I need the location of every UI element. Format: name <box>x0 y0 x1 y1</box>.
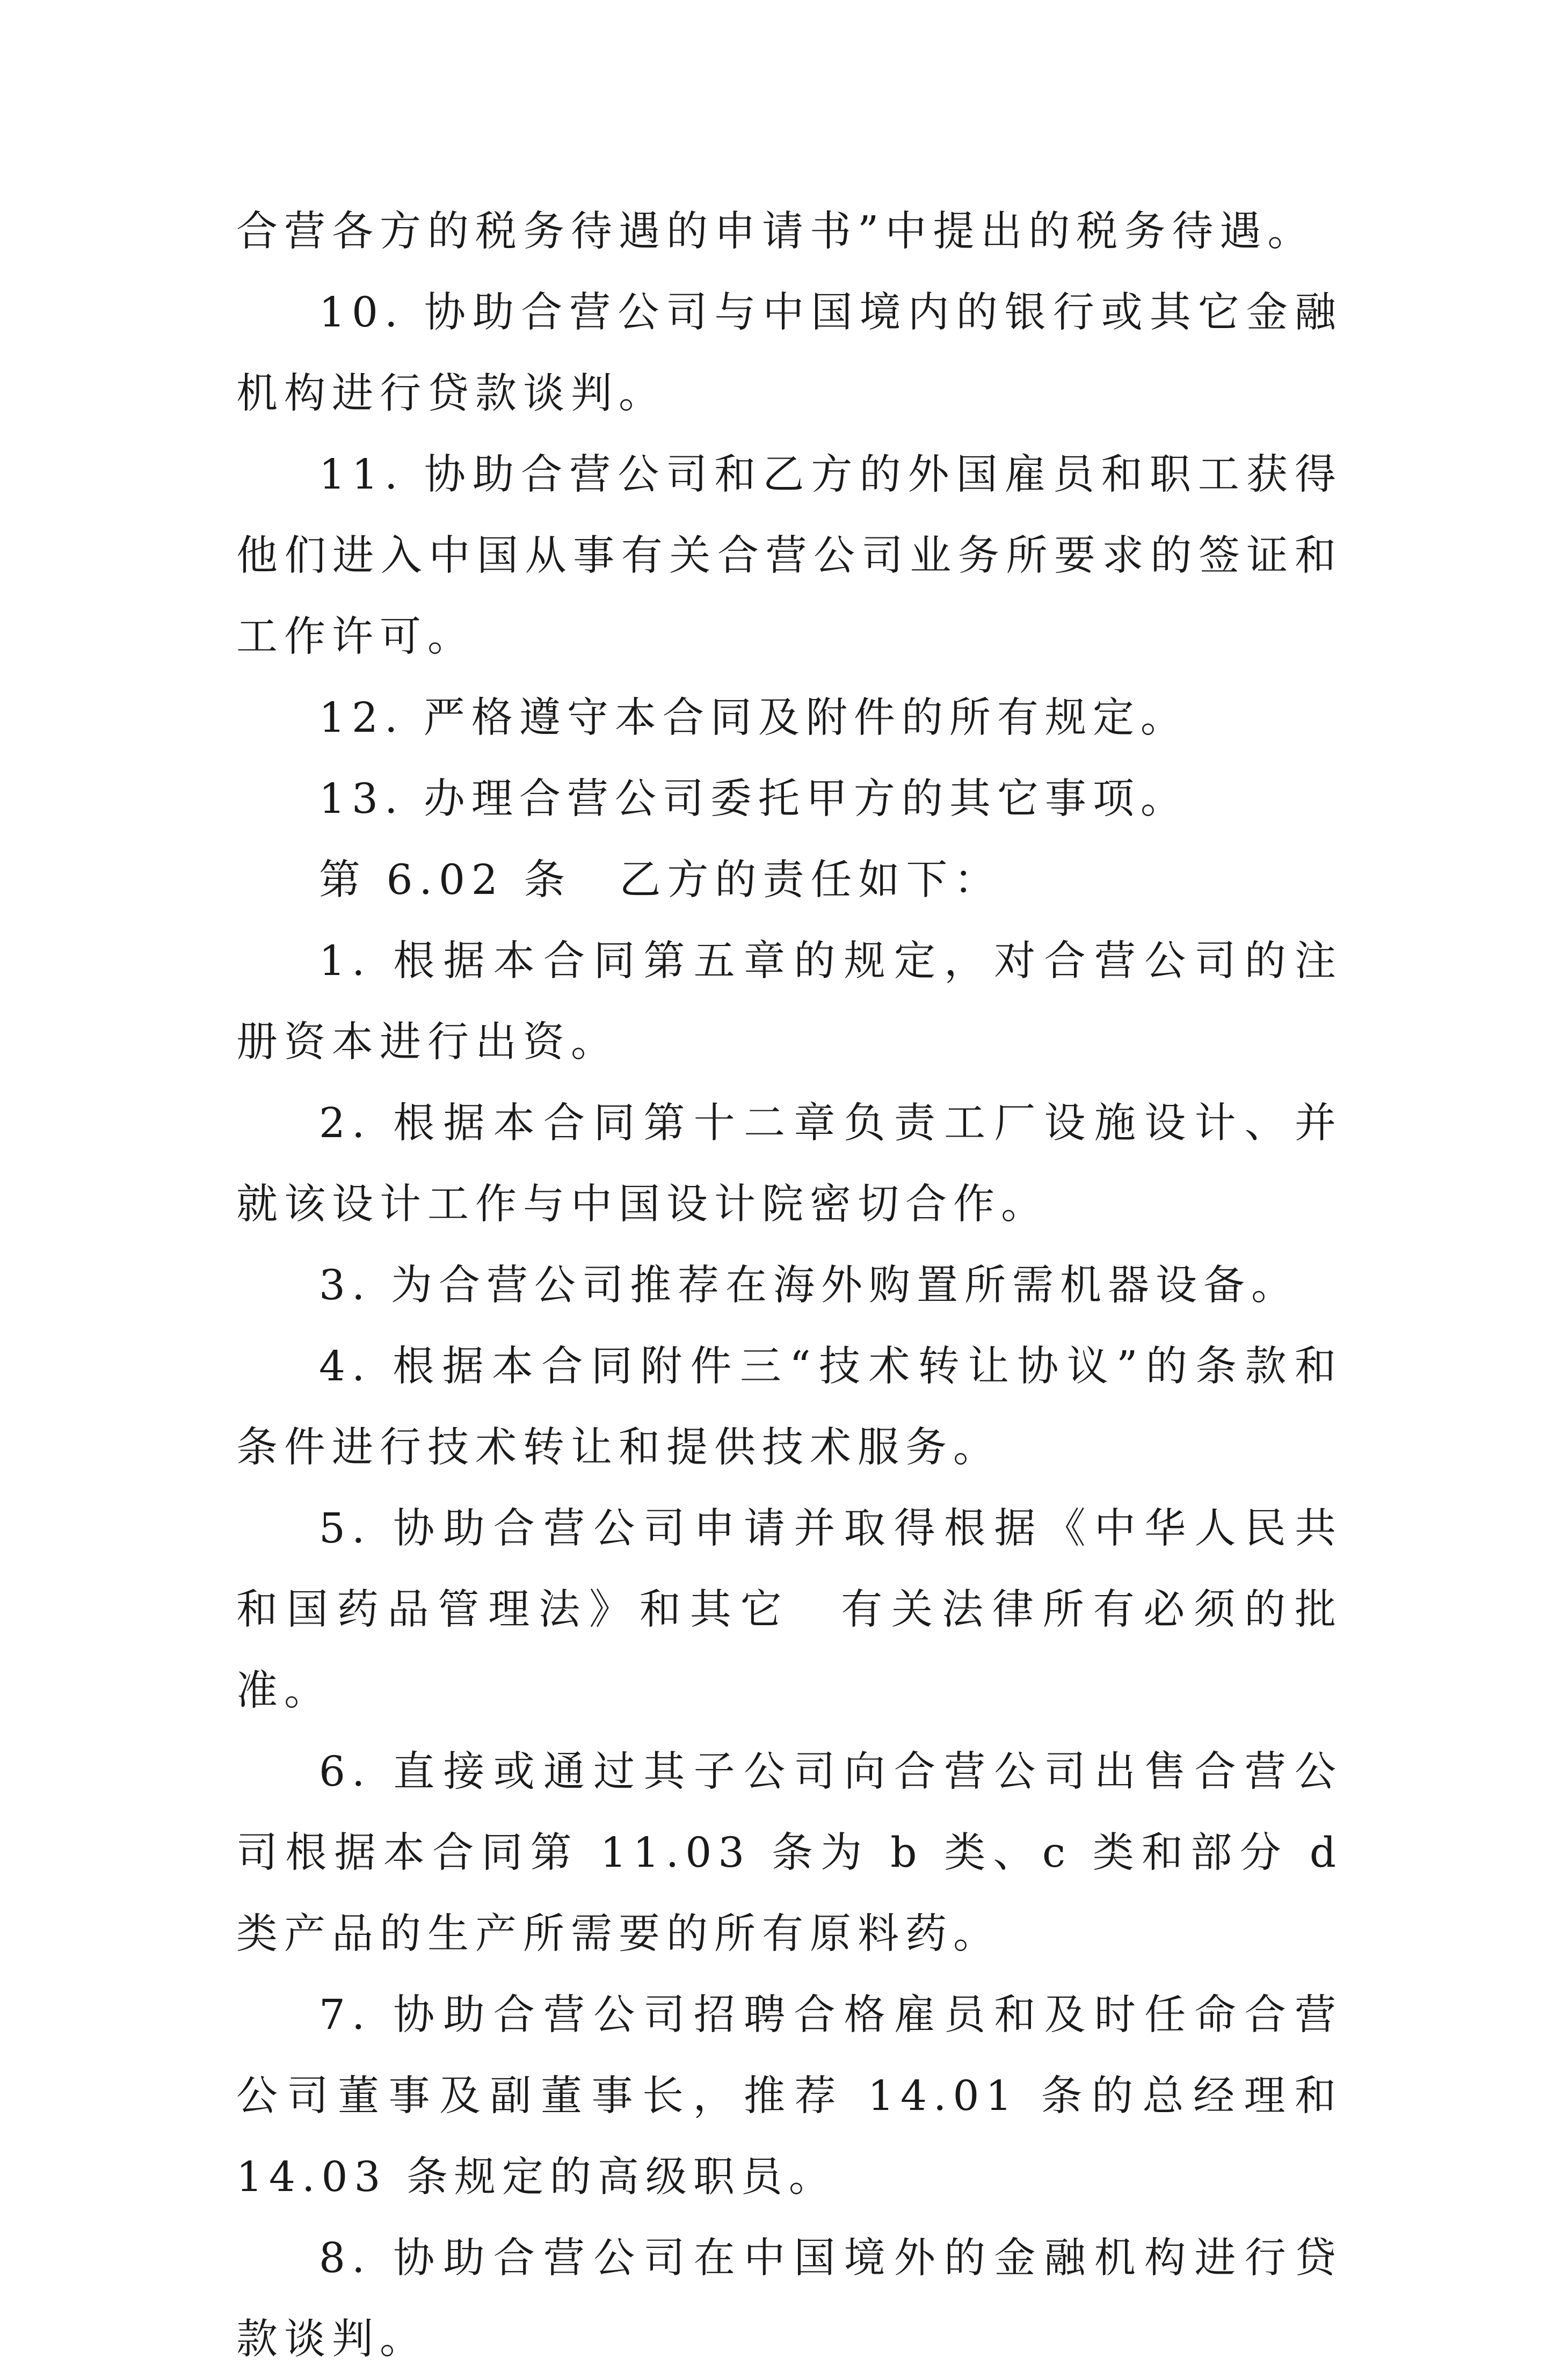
paragraph-clause-2: 2. 根据本合同第十二章负责工厂设施设计、并就该设计工作与中国设计院密切合作。 <box>236 1100 1342 1228</box>
paragraph-clause-6: 6. 直接或通过其子公司向合营公司出售合营公司根据本合同第 11.03 条为 b 类、c 类和部分 d 类产品的生产所需要的所有原料药。 <box>236 1748 1362 1958</box>
paragraph-clause-13: 13. 办理合营公司委托甲方的其它事项。 <box>319 775 1188 823</box>
paragraph-clause-12: 12. 严格遵守本合同及附件的所有规定。 <box>319 694 1188 742</box>
paragraph-clause-10: 10. 协助合营公司与中国境内的银行或其它金融机构进行贷款谈判。 <box>236 289 1342 418</box>
paragraph-continuation: 合营各方的税务待遇的申请书”中提出的税务待遇。 <box>236 208 1316 256</box>
article-heading-6-02: 第 6.02 条 乙方的责任如下： <box>319 856 1002 904</box>
paragraph-clause-7: 7. 协助合营公司招聘合格雇员和及时任命合营公司董事及副董事长，推荐 14.01 条的总经理和 14.03 条规定的高级职员。 <box>236 1991 1362 2201</box>
paragraph-clause-11: 11. 协助合营公司和乙方的外国雇员和职工获得他们进入中国从事有关合营公司业务所要求的签证和工作许可。 <box>236 451 1342 661</box>
paragraph-clause-5: 5. 协助合营公司申请并取得根据《中华人民共和国药品管理法》和其它 有关法律所有必须的批准。 <box>236 1505 1342 1715</box>
contract-body-text <box>236 191 1362 2380</box>
paragraph-clause-8: 8. 协助合营公司在中国境外的金融机构进行贷款谈判。 <box>236 2235 1342 2363</box>
paragraph-clause-3: 3. 为合营公司推荐在海外购置所需机器设备。 <box>319 1262 1299 1309</box>
paragraph-clause-4: 4. 根据本合同附件三“技术转让协议”的条款和条件进行技术转让和提供技术服务。 <box>236 1343 1342 1472</box>
paragraph-clause-1: 1. 根据本合同第五章的规定，对合营公司的注册资本进行出资。 <box>236 937 1342 1066</box>
